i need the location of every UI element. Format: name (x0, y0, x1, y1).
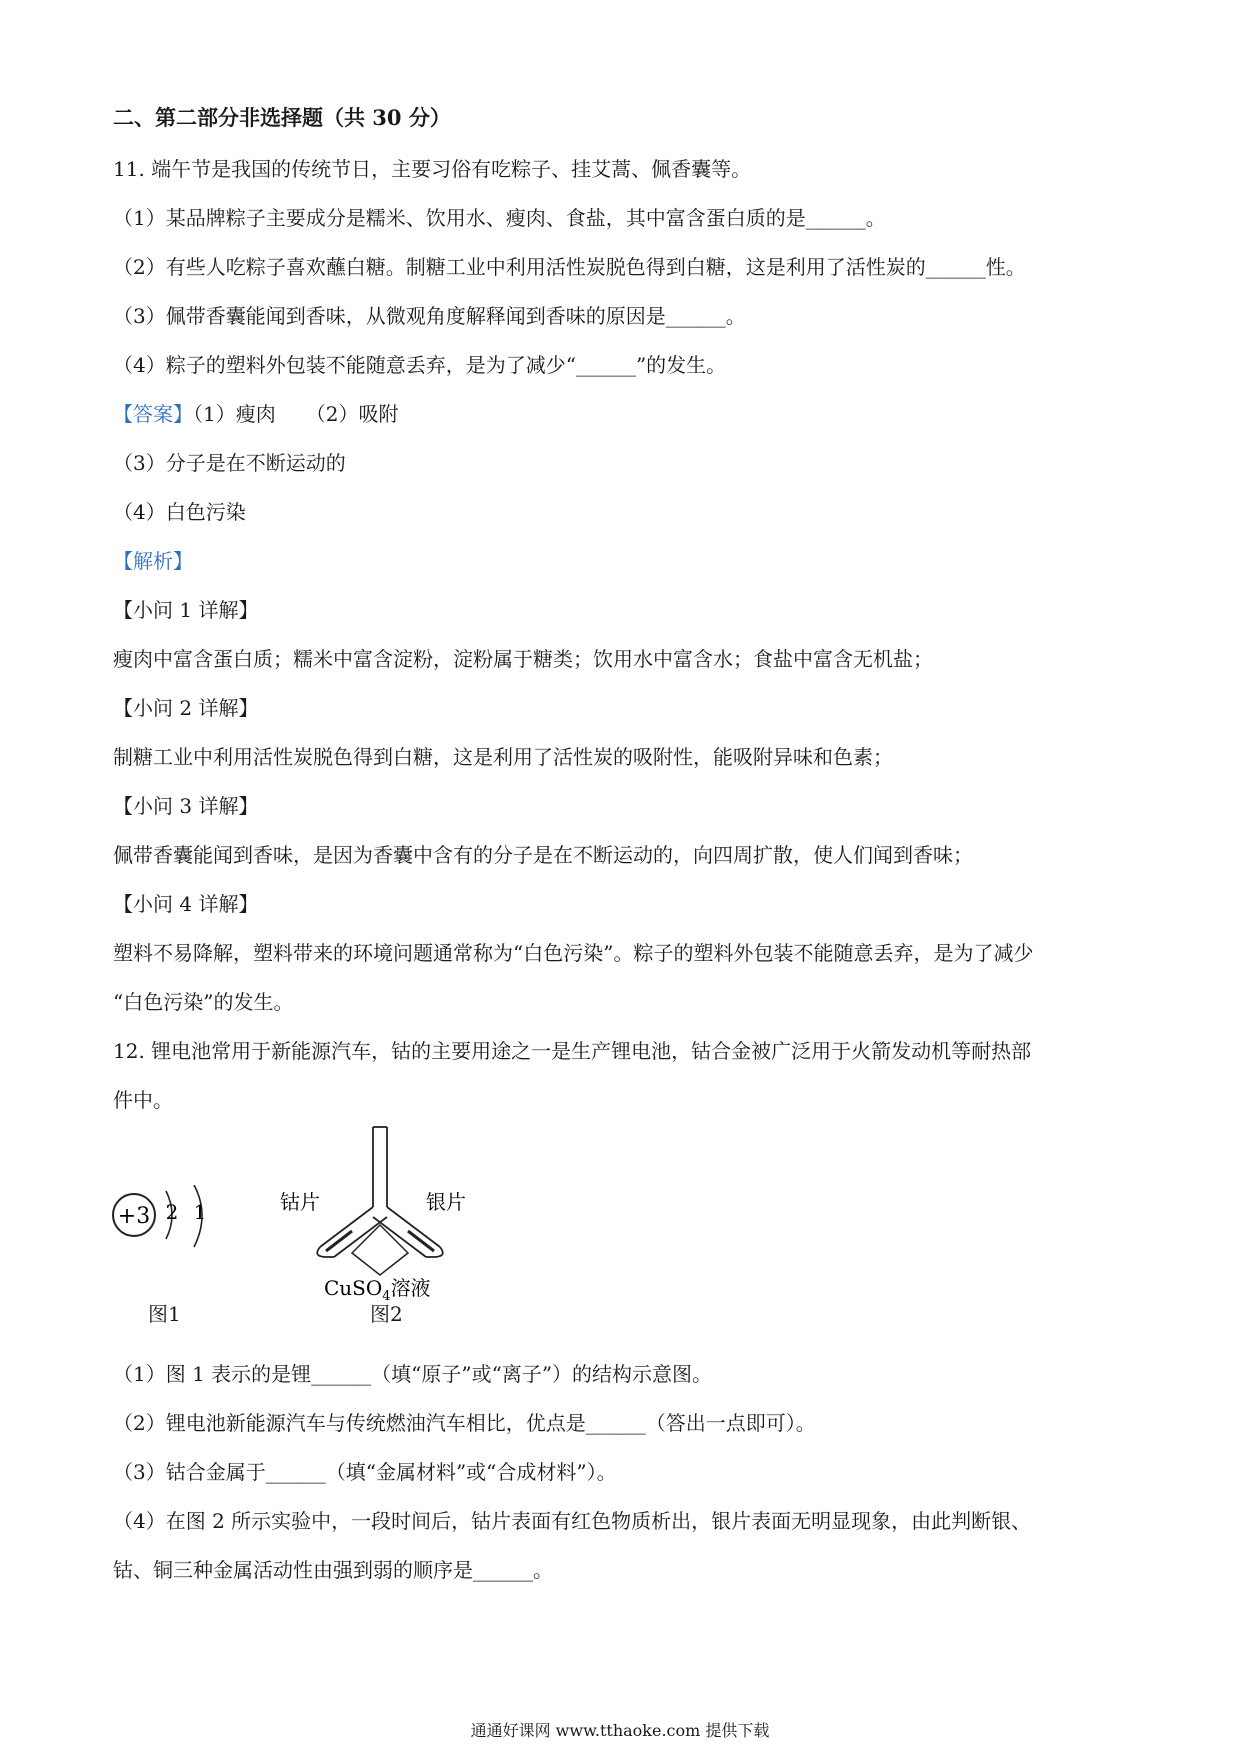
page-footer: 通通好课网 www.tthaoke.com 提供下载 (470, 1721, 770, 1740)
detail4-text-line2: “白色污染”的发生。 (113, 990, 294, 1014)
q12-stem-line2: 件中。 (113, 1088, 173, 1112)
detail3-text: 佩带香囊能闻到香味，是因为香囊中含有的分子是在不断运动的，向四周扩散，使人们闻到香味； (113, 843, 973, 867)
detail3-title: 【小问 3 详解】 (113, 794, 259, 818)
cobalt-strip (326, 1231, 352, 1251)
q11-sub3: （3）佩带香囊能闻到香味，从微观角度解释闻到香味的原因是______。 (113, 304, 746, 328)
detail1-text: 瘦肉中富含蛋白质；糯米中富含淀粉，淀粉属于糖类；饮用水中富含水；食盐中富含无机盐； (113, 647, 933, 671)
q11-sub4: （4）粽子的塑料外包装不能随意丢弃，是为了减少“______”的发生。 (113, 353, 727, 377)
detail2-title: 【小问 2 详解】 (113, 696, 259, 720)
figure2-caption: 图2 (370, 1302, 403, 1326)
q11-stem: 11. 端午节是我国的传统节日，主要习俗有吃粽子、挂艾蒿、佩香囊等。 (113, 157, 752, 181)
nucleus-charge: +3 (117, 1204, 151, 1229)
detail4-text-line1: 塑料不易降解，塑料带来的环境问题通常称为“白色污染”。粽子的塑料外包装不能随意丢弃，是为了减少 (113, 941, 1034, 965)
q11-answer-line (113, 400, 398, 428)
q12-sub2: （2）锂电池新能源汽车与传统燃油汽车相比，优点是______（答出一点即可）。 (113, 1411, 816, 1435)
silver-strip (408, 1231, 434, 1251)
q12-sub4-line1: （4）在图 2 所示实验中，一段时间后，钴片表面有红色物质析出，银片表面无明显现象，由此判断银、 (113, 1509, 1032, 1533)
silver-label: 银片 (426, 1190, 466, 1214)
q11-sub1: （1）某品牌粽子主要成分是糯米、饮用水、瘦肉、食盐，其中富含蛋白质的是______。 (113, 206, 886, 230)
detail4-title: 【小问 4 详解】 (113, 892, 259, 916)
q12-sub4-line2: 钴、铜三种金属活动性由强到弱的顺序是______。 (113, 1558, 553, 1582)
section-title: 二、第二部分非选择题（共 30 分） (113, 105, 451, 130)
shell2-electrons: 1 (193, 1200, 207, 1224)
q12-sub3: （3）钴合金属于______（填“金属材料”或“合成材料”）。 (113, 1460, 617, 1484)
figure1-atom-diagram (108, 1185, 228, 1275)
shell1-electrons: 2 (165, 1200, 179, 1224)
figure2-experiment-diagram (280, 1125, 500, 1300)
q11-answer4: （4）白色污染 (113, 500, 246, 524)
q11-answer3: （3）分子是在不断运动的 (113, 451, 346, 475)
detail2-text: 制糖工业中利用活性炭脱色得到白糖，这是利用了活性炭的吸附性，能吸附异味和色素； (113, 745, 893, 769)
detail1-title: 【小问 1 详解】 (113, 598, 259, 622)
q12-stem-line1: 12. 锂电池常用于新能源汽车，钴的主要用途之一是生产锂电池，钴合金被广泛用于火箭发动机等耐热部 (113, 1039, 1032, 1063)
figure1-caption: 图1 (148, 1302, 181, 1326)
q11-sub2: （2）有些人吃粽子喜欢蘸白糖。制糖工业中利用活性炭脱色得到白糖，这是利用了活性炭的______性。 (113, 255, 1026, 279)
solution-label: CuSO$_4$溶液 (324, 1276, 431, 1300)
cobalt-label: 钴片 (280, 1190, 320, 1214)
q11-answer1: （1）瘦肉 （2）吸附 (193, 402, 399, 426)
analysis-tag: 【解析】 (113, 549, 193, 573)
answer-tag: 【答案】 (113, 402, 193, 426)
q12-sub1: （1）图 1 表示的是锂______（填“原子”或“离子”）的结构示意图。 (113, 1362, 713, 1386)
